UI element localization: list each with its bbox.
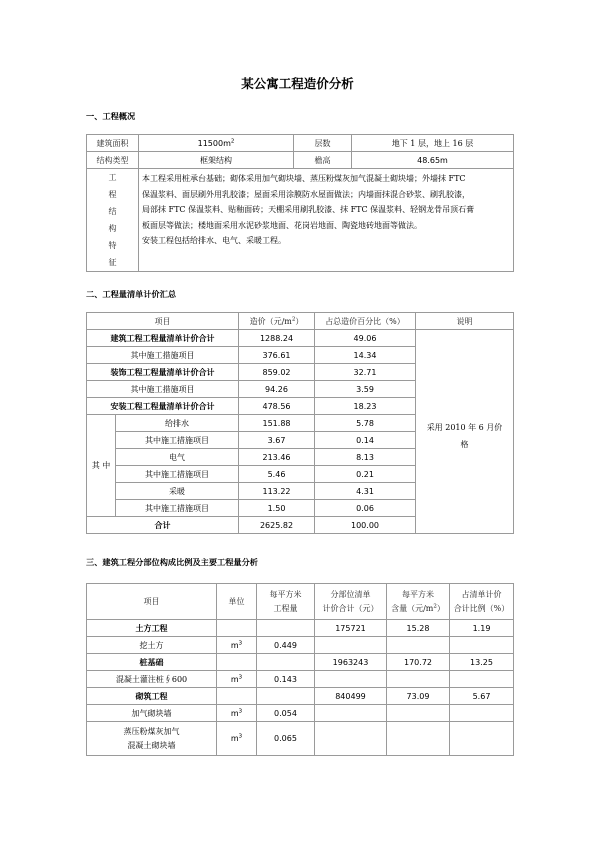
analysis-row-last (87, 722, 514, 756)
analysis-subtotal (315, 637, 387, 654)
analysis-unit (217, 654, 257, 671)
summary-sub-cost: 151.88 (239, 415, 315, 432)
summary-item: 建筑工程工程量清单计价合计 (87, 330, 239, 347)
summary-sub-percent: 5.78 (315, 415, 416, 432)
analysis-unit (217, 620, 257, 637)
summary-cost: 1288.24 (239, 330, 315, 347)
summary-sub-item: 其中施工措施项目 (116, 500, 239, 517)
analysis-header-item: 项目 (87, 584, 217, 620)
summary-cost: 376.61 (239, 347, 315, 364)
analysis-ratio: 1.19 (450, 620, 514, 637)
summary-cost: 478.56 (239, 398, 315, 415)
analysis-unit (217, 688, 257, 705)
area-value: $11500m^2$ (139, 135, 294, 152)
analysis-header-subtotal: 分部位清单 计价合计（元） (315, 584, 387, 620)
document-title: 某公寓工程造价分析 (241, 76, 354, 91)
summary-header-note: 说明 (416, 313, 514, 330)
structure-label: 结构类型 (87, 152, 139, 169)
summary-sub-item: 给排水 (116, 415, 239, 432)
summary-percent: 18.23 (315, 398, 416, 415)
summary-sub-item: 其中施工措施项目 (116, 432, 239, 449)
summary-sub-percent: 0.06 (315, 500, 416, 517)
summary-sub-cost: 5.46 (239, 466, 315, 483)
summary-sub-cost: 113.22 (239, 483, 315, 500)
summary-table (86, 312, 514, 534)
analysis-content (387, 722, 450, 756)
summary-total-cost: 2625.82 (239, 517, 315, 534)
section-heading-analysis: 三、建筑工程分部位构成比例及主要工程量分析 (86, 557, 258, 567)
analysis-unit: $m^3$ (217, 722, 257, 756)
section-heading-summary: 二、工程量清单计价汇总 (86, 289, 177, 299)
area-label: 建筑面积 (87, 135, 139, 152)
summary-sub-item: 其中施工措施项目 (116, 466, 239, 483)
analysis-qty (257, 620, 315, 637)
summary-header-percent: 占总造价百分比（%） (315, 313, 416, 330)
summary-sub-percent: 0.14 (315, 432, 416, 449)
floors-label: 层数 (294, 135, 352, 152)
analysis-content: 73.09 (387, 688, 450, 705)
analysis-content: 15.28 (387, 620, 450, 637)
analysis-row (87, 620, 514, 637)
analysis-unit: $m^3$ (217, 671, 257, 688)
analysis-header-qty: 每平方米 工程量 (257, 584, 315, 620)
summary-cost: 859.02 (239, 364, 315, 381)
summary-item: 安装工程工程量清单计价合计 (87, 398, 239, 415)
analysis-ratio: 13.25 (450, 654, 514, 671)
summary-row (87, 330, 514, 347)
overview-table (86, 134, 514, 272)
summary-item: 其中施工措施项目 (87, 347, 239, 364)
summary-sub-percent: 8.13 (315, 449, 416, 466)
analysis-header-content: 每平方米 含量（元$/m^2$） (387, 584, 450, 620)
analysis-ratio (450, 637, 514, 654)
analysis-row (87, 637, 514, 654)
analysis-subtotal (315, 722, 387, 756)
analysis-qty: 0.065 (257, 722, 315, 756)
summary-percent: 14.34 (315, 347, 416, 364)
analysis-item: 挖土方 (87, 637, 217, 654)
summary-percent: 49.06 (315, 330, 416, 347)
summary-sub-percent: 4.31 (315, 483, 416, 500)
summary-header-item: 项目 (87, 313, 239, 330)
analysis-ratio (450, 722, 514, 756)
analysis-qty: 0.143 (257, 671, 315, 688)
summary-sub-cost: 213.46 (239, 449, 315, 466)
analysis-table (86, 583, 514, 756)
analysis-header-ratio: 占清单计价 合计比例（%） (450, 584, 514, 620)
summary-sub-percent: 0.21 (315, 466, 416, 483)
summary-cost: 94.26 (239, 381, 315, 398)
summary-sub-item: 电气 (116, 449, 239, 466)
analysis-ratio: 5.67 (450, 688, 514, 705)
analysis-row (87, 688, 514, 705)
summary-total-percent: 100.00 (315, 517, 416, 534)
summary-header-row (87, 313, 514, 330)
analysis-content (387, 637, 450, 654)
analysis-unit: $m^3$ (217, 705, 257, 722)
analysis-item: 加气砌块墙 (87, 705, 217, 722)
analysis-item: 蒸压粉煤灰加气 混凝土砌块墙 (87, 722, 217, 756)
analysis-subtotal: 840499 (315, 688, 387, 705)
analysis-ratio (450, 671, 514, 688)
analysis-subtotal: 1963243 (315, 654, 387, 671)
analysis-unit: $m^3$ (217, 637, 257, 654)
summary-percent: 3.59 (315, 381, 416, 398)
summary-sub-item: 采暖 (116, 483, 239, 500)
features-label: 工 程 结 构 特 征 (87, 169, 139, 272)
analysis-item: 混凝土灌注桩∮600 (87, 671, 217, 688)
analysis-subtotal: 175721 (315, 620, 387, 637)
analysis-content: 170.72 (387, 654, 450, 671)
analysis-row (87, 705, 514, 722)
features-description: 本工程采用桩承台基础；砌体采用加气砌块墙、蒸压粉煤灰加气混凝土砌块墙；外墙抹 FTC 保温浆料、面层刷外用乳胶漆；屋面采用涂膜防水屋面做法；内墙面抹混合砂浆、刷乳胶漆， 局部抹 FTC 保温浆料、贴釉面砖；天棚采用刷乳胶漆、抹 FTC 保温浆料、轻钢龙骨吊顶石膏 板面层等做法；楼地面采用水泥砂浆地面、花岗岩地面、陶瓷地砖地面等做法。 安装工程包括给排水、电气、采暖工程。 (139, 169, 514, 272)
height-label: 檐高 (294, 152, 352, 169)
summary-header-cost: 造价（元$/m^2$） (239, 313, 315, 330)
analysis-item: 桩基础 (87, 654, 217, 671)
summary-sub-cost: 1.50 (239, 500, 315, 517)
analysis-subtotal (315, 705, 387, 722)
analysis-item: 砌筑工程 (87, 688, 217, 705)
analysis-row (87, 654, 514, 671)
analysis-qty (257, 688, 315, 705)
overview-row-structure (87, 152, 514, 169)
overview-row-features (87, 169, 514, 272)
analysis-qty (257, 654, 315, 671)
summary-note: 采用 2010 年 6 月价 格 (416, 330, 514, 534)
analysis-ratio (450, 705, 514, 722)
analysis-subtotal (315, 671, 387, 688)
overview-row-area (87, 135, 514, 152)
analysis-qty: 0.054 (257, 705, 315, 722)
summary-item: 装饰工程工程量清单计价合计 (87, 364, 239, 381)
floors-value: 地下 1 层，地上 16 层 (352, 135, 514, 152)
analysis-header-unit: 单位 (217, 584, 257, 620)
summary-total-item: 合计 (87, 517, 239, 534)
analysis-qty: 0.449 (257, 637, 315, 654)
summary-percent: 32.71 (315, 364, 416, 381)
analysis-content (387, 705, 450, 722)
summary-item: 其中施工措施项目 (87, 381, 239, 398)
section-heading-overview: 一、工程概况 (86, 111, 136, 121)
summary-sub-group-label: 其 中 (87, 415, 116, 517)
height-value: 48.65m (352, 152, 514, 169)
analysis-content (387, 671, 450, 688)
structure-value: 框架结构 (139, 152, 294, 169)
summary-sub-cost: 3.67 (239, 432, 315, 449)
analysis-row (87, 671, 514, 688)
analysis-header-row (87, 584, 514, 620)
analysis-item: 土方工程 (87, 620, 217, 637)
